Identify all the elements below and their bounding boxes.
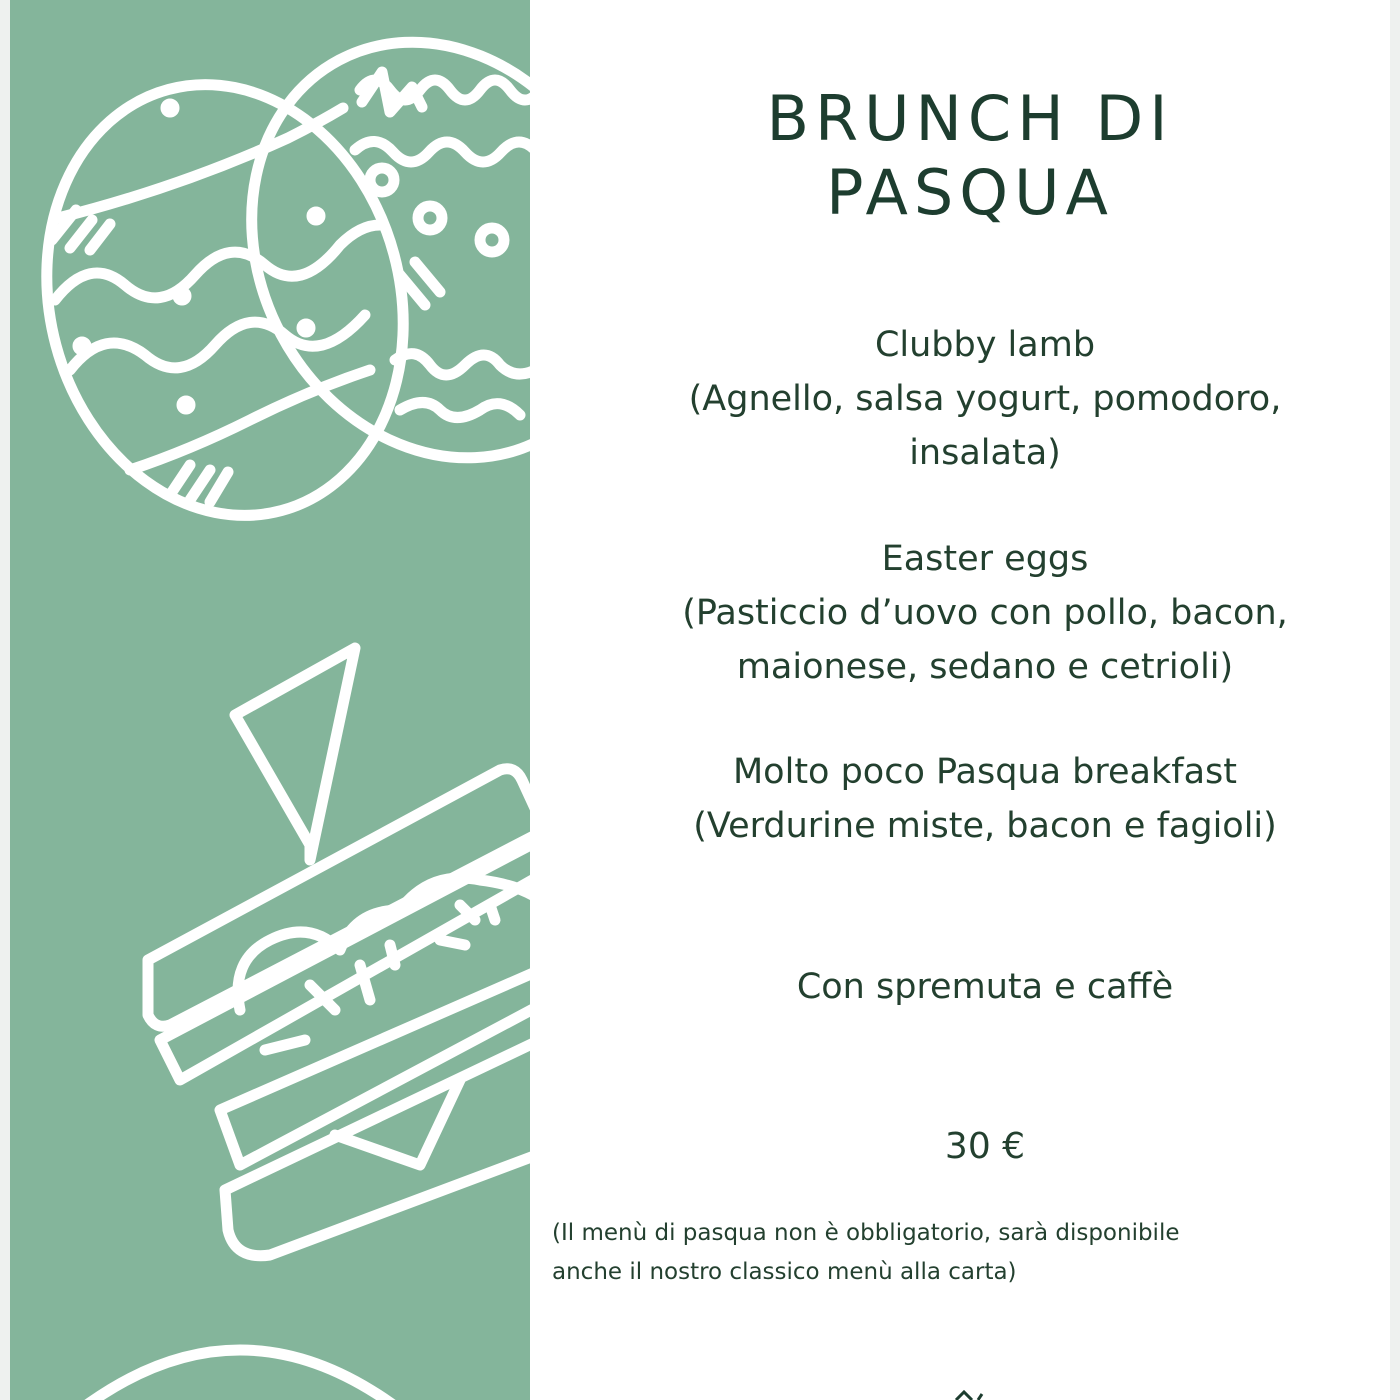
sandwich-icon xyxy=(148,648,530,1256)
striped-egg-back-icon xyxy=(180,0,530,524)
note-line: anche il nostro classico menù alla carta) xyxy=(552,1259,1017,1285)
logo-fragment-icon xyxy=(952,1388,986,1400)
dish-description: insalata) xyxy=(909,433,1061,473)
easter-illustrations-icon xyxy=(10,0,530,1400)
dish-description: (Verdurine miste, bacon e fagioli) xyxy=(693,806,1277,846)
menu-price: 30 € xyxy=(944,1126,1026,1167)
menu-page xyxy=(10,0,1390,1400)
menu-title-line2: PASQUA xyxy=(826,156,1114,229)
menu-extra: Con spremuta e caffè xyxy=(796,967,1174,1007)
dish-name: Easter eggs xyxy=(881,539,1089,579)
dish-name: Molto poco Pasqua breakfast xyxy=(732,752,1237,792)
striped-egg-front-icon xyxy=(10,44,450,556)
note-line: (Il menù di pasqua non è obbligatorio, sarà disponibile xyxy=(552,1220,1180,1246)
menu-note xyxy=(552,1214,1382,1292)
menu-content xyxy=(530,0,1390,1400)
dish-description: maionese, sedano e cetrioli) xyxy=(736,647,1234,687)
dish-name: Clubby lamb xyxy=(874,325,1096,365)
menu-title-line1: BRUNCH DI xyxy=(766,82,1174,155)
dish-description: (Pasticcio d’uovo con pollo, bacon, xyxy=(682,593,1288,633)
partial-egg-bottom-icon xyxy=(80,1350,400,1400)
dish-description: (Agnello, salsa yogurt, pomodoro, xyxy=(688,379,1282,419)
decorative-side-panel xyxy=(10,0,530,1400)
